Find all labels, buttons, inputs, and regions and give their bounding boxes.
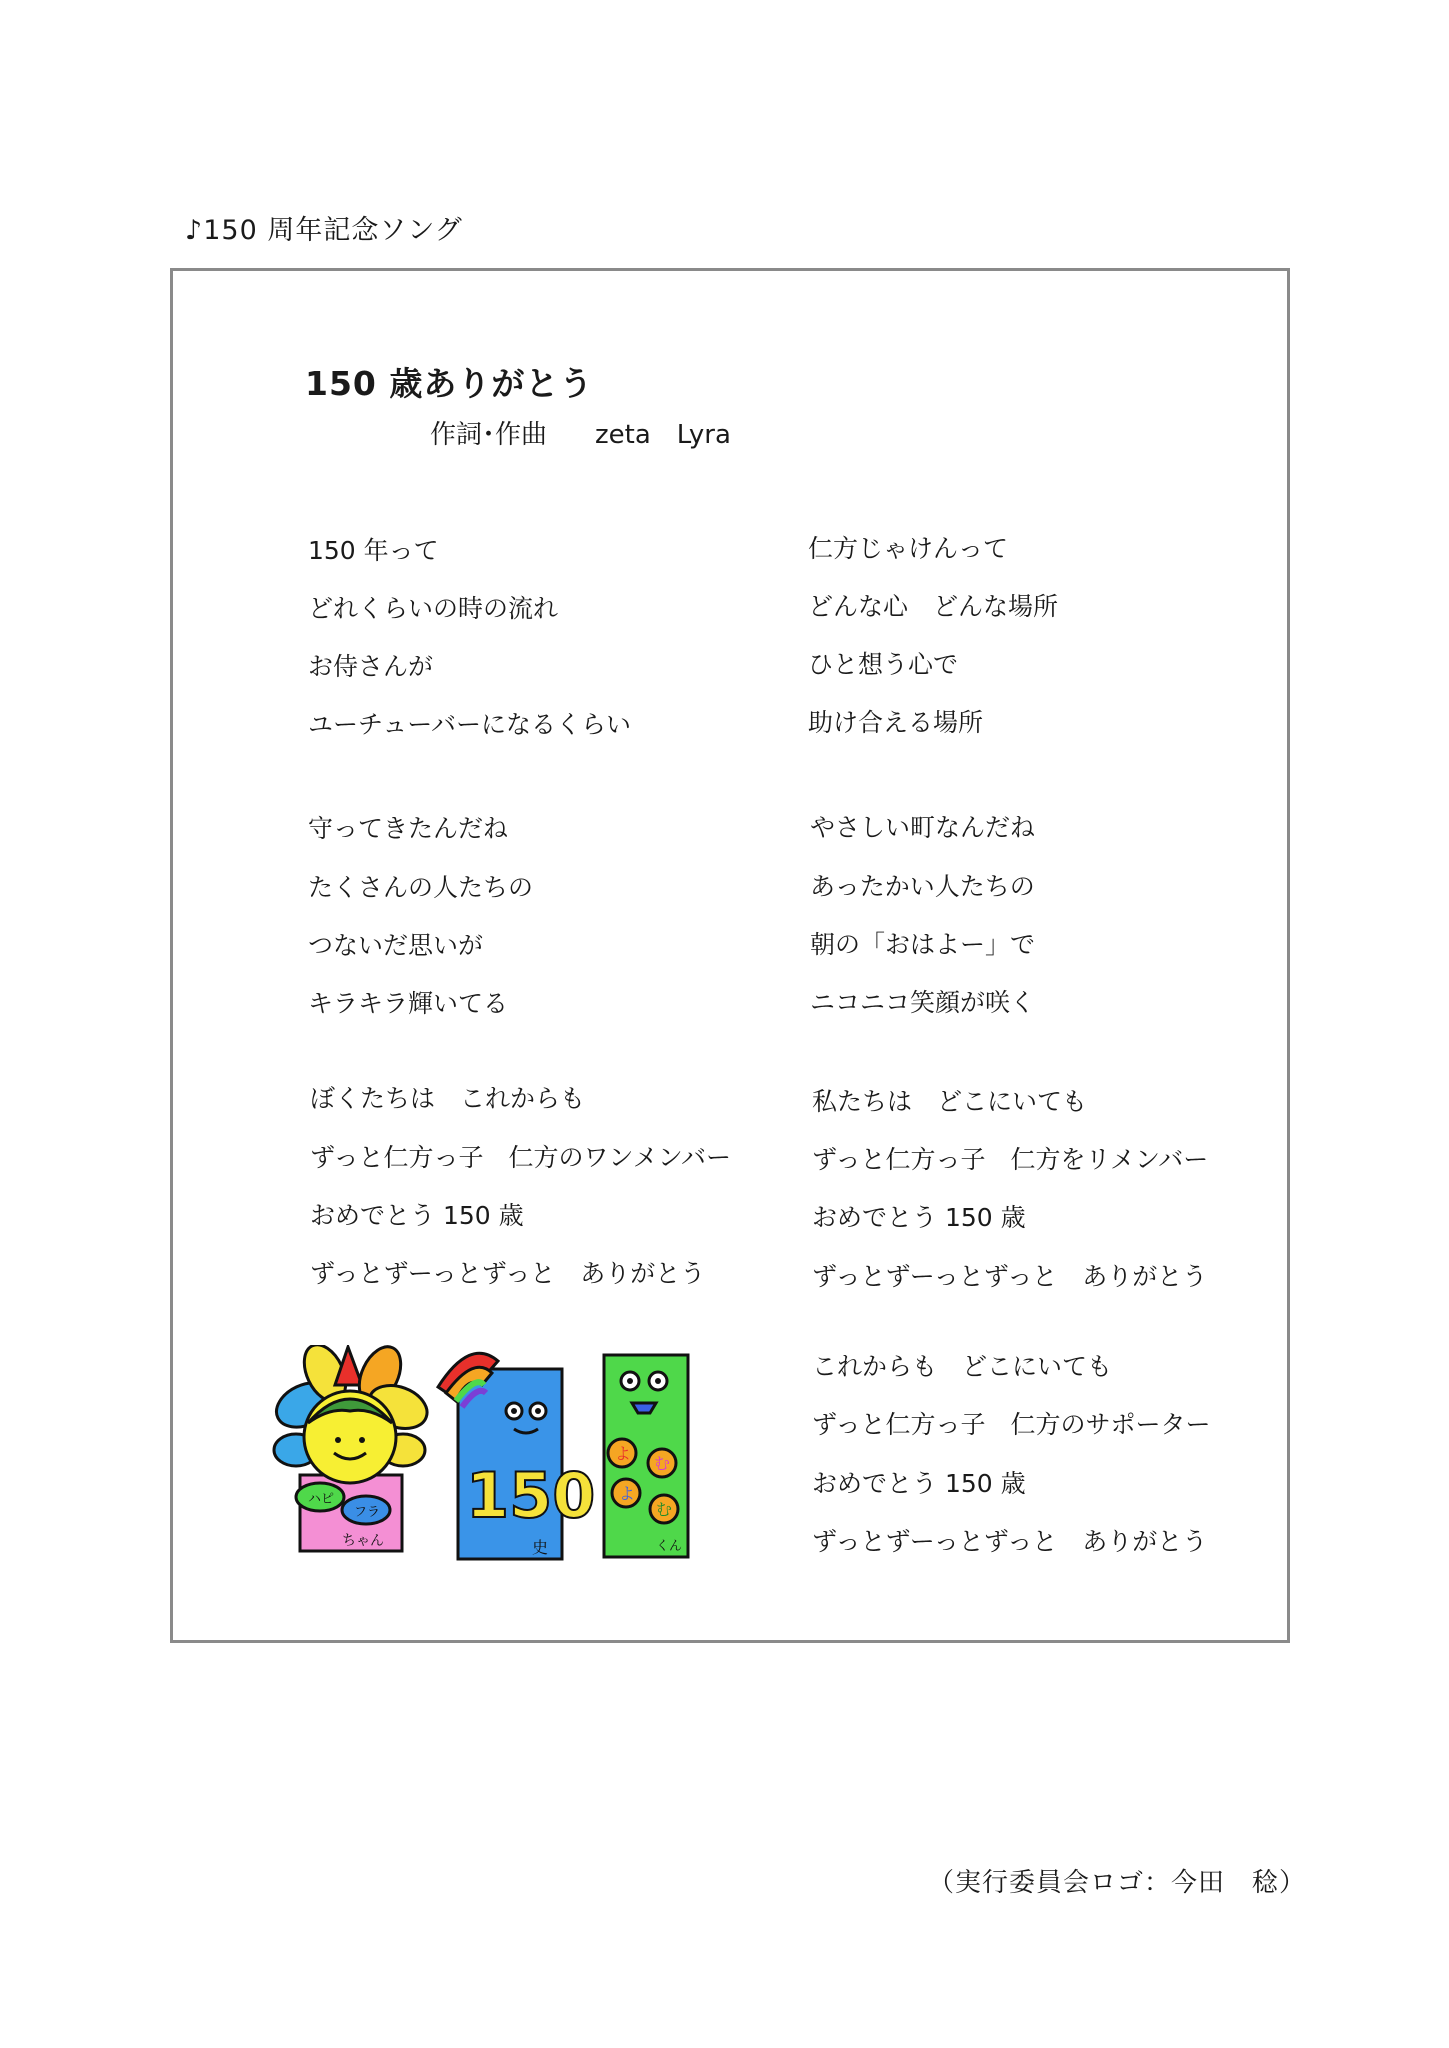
lyric-line: ずっと仁方っ子 仁方のワンメンバー	[310, 1143, 732, 1172]
lyric-line: 助け合える場所	[808, 708, 984, 737]
lyric-line: おめでとう 150 歳	[812, 1203, 1026, 1232]
lyric-line: ぼくたちは これからも	[310, 1084, 586, 1113]
lyric-line: 守ってきたんだね	[308, 814, 509, 843]
green-label-4: む	[656, 1500, 673, 1519]
lyric-line: ひと想う心で	[808, 650, 959, 679]
lyric-line: ユーチューバーになるくらい	[308, 710, 632, 739]
lyric-line: おめでとう 150 歳	[310, 1201, 524, 1230]
mascot-logos	[270, 1345, 700, 1585]
credit-author: zeta Lyra	[595, 420, 731, 450]
blue-label-150: 150	[466, 1459, 596, 1532]
flower-label-1: ハピ	[308, 1492, 335, 1507]
green-label-5: くん	[656, 1539, 683, 1554]
lyric-line: たくさんの人たちの	[308, 873, 534, 902]
lyric-line: ニコニコ笑顔が咲く	[810, 988, 1036, 1017]
lyric-line: ずっとずーっとずっと ありがとう	[310, 1259, 706, 1288]
lyric-line: どれくらいの時の流れ	[308, 594, 559, 623]
song-credit	[430, 414, 731, 451]
lyric-line: あったかい人たちの	[810, 872, 1035, 901]
blue-label-history: 史	[532, 1538, 549, 1557]
lyric-line: お侍さんが	[308, 652, 434, 681]
logo-credit: （実行委員会ロゴ：今田 稔）	[928, 1868, 1307, 1898]
flower-label-2: フラ	[354, 1505, 381, 1520]
lyric-line: ずっとずーっとずっと ありがとう	[812, 1262, 1208, 1291]
green-label-3: よ	[619, 1484, 636, 1503]
lyric-line: つないだ思いが	[308, 931, 484, 960]
lyric-line: ずっと仁方っ子 仁方をリメンバー	[812, 1145, 1209, 1174]
lyric-line: どんな心 どんな場所	[808, 592, 1059, 621]
lyric-line: ずっとずーっとずっと ありがとう	[812, 1527, 1208, 1556]
green-label-1: よ	[615, 1444, 632, 1463]
lyric-line: これからも どこにいても	[812, 1352, 1113, 1381]
lyric-line: 150 年って	[308, 536, 439, 565]
song-title: 150 歳ありがとう	[305, 364, 594, 403]
green-yomuyomu-mascot	[604, 1355, 688, 1557]
lyric-line: 私たちは どこにいても	[812, 1087, 1088, 1116]
flower-mascot	[270, 1345, 433, 1551]
page-heading: ♪150 周年記念ソング	[185, 215, 463, 246]
green-label-2: む	[654, 1454, 671, 1473]
lyric-line: 仁方じゃけんって	[808, 534, 1009, 563]
lyric-line: ずっと仁方っ子 仁方のサポーター	[812, 1410, 1211, 1439]
lyric-line: キラキラ輝いてる	[308, 989, 509, 1018]
lyric-line: 朝の「おはよー」で	[810, 930, 1036, 959]
blue-150-mascot	[438, 1353, 595, 1559]
lyric-line: やさしい町なんだね	[810, 813, 1036, 842]
flower-label-3: ちゃん	[342, 1533, 384, 1549]
lyric-line: おめでとう 150 歳	[812, 1469, 1026, 1498]
credit-label: 作詞･作曲	[430, 420, 548, 450]
